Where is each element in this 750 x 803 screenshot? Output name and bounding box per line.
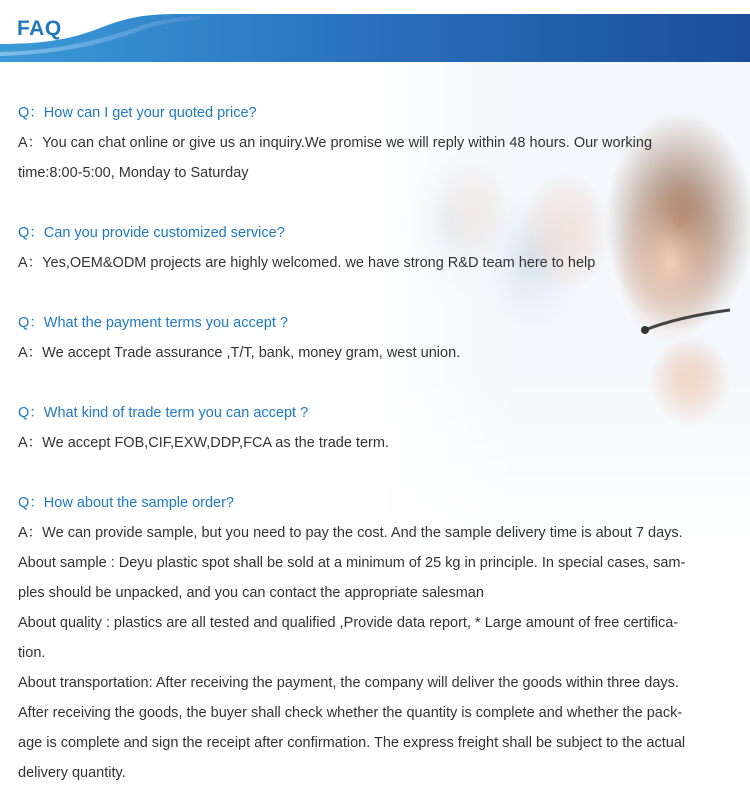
- faq-answer-line: After receiving the goods, the buyer shall check whether the quantity is complete and whether the pack-: [18, 705, 683, 721]
- header-wave-band: [0, 0, 750, 62]
- faq-question: Q：How can I get your quoted price?: [18, 105, 257, 121]
- faq-item: [18, 488, 718, 788]
- faq-list: [18, 98, 718, 788]
- faq-answer-line: A：You can chat online or give us an inquiry.We promise we will reply within 48 hours. Our working: [18, 135, 653, 151]
- faq-answer-line: About sample : Deyu plastic spot shall be sold at a minimum of 25 kg in principle. In special cases, sam-: [18, 555, 686, 571]
- faq-answer-line: tion.: [18, 645, 46, 661]
- faq-item: [18, 308, 718, 368]
- faq-answer-line: A：Yes,OEM&ODM projects are highly welcomed. we have strong R&D team here to help: [18, 255, 596, 271]
- faq-item: [18, 218, 718, 278]
- faq-question: Q：What the payment terms you accept ?: [18, 315, 288, 331]
- faq-item: [18, 98, 718, 188]
- faq-question: Q：Can you provide customized service?: [18, 225, 285, 241]
- faq-answer-line: ples should be unpacked, and you can contact the appropriate salesman: [18, 585, 484, 601]
- faq-question: Q：How about the sample order?: [18, 495, 234, 511]
- faq-answer-line: About transportation: After receiving the payment, the company will deliver the goods within three days.: [18, 675, 679, 691]
- faq-answer-line: A：We accept Trade assurance ,T/T, bank, money gram, west union.: [18, 345, 461, 361]
- faq-question: Q：What kind of trade term you can accept ?: [18, 405, 309, 421]
- faq-spacer: [18, 458, 718, 488]
- faq-answer-line: A：We can provide sample, but you need to pay the cost. And the sample delivery time is about 7 days.: [18, 525, 683, 541]
- faq-answer-line: A：We accept FOB,CIF,EXW,DDP,FCA as the trade term.: [18, 435, 389, 451]
- faq-item: [18, 398, 718, 458]
- faq-answer-line: age is complete and sign the receipt after confirmation. The express freight shall be subject to the actual: [18, 735, 686, 751]
- faq-header: [0, 0, 750, 62]
- faq-spacer: [18, 368, 718, 398]
- faq-answer-line: About quality : plastics are all tested and qualified ,Provide data report, * Large amount of free certifica-: [18, 615, 679, 631]
- faq-spacer: [18, 188, 718, 218]
- page-title: FAQ: [17, 17, 62, 40]
- faq-answer-line: delivery quantity.: [18, 765, 126, 781]
- faq-answer-line: time:8:00-5:00, Monday to Saturday: [18, 165, 249, 181]
- faq-spacer: [18, 278, 718, 308]
